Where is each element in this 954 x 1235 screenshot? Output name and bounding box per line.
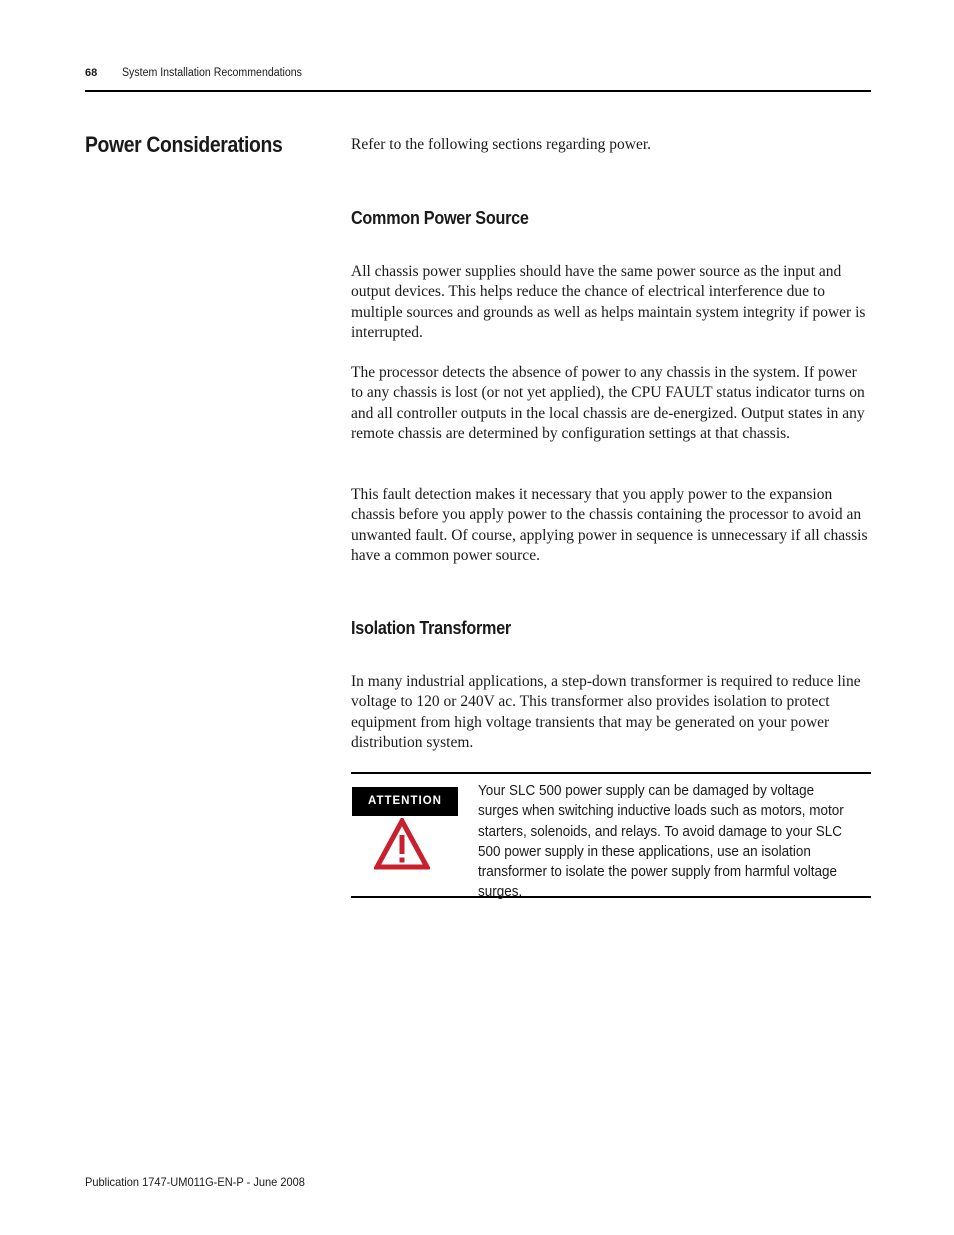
section-heading: Power Considerations [85, 132, 283, 157]
subheading-common-power-source: Common Power Source [351, 208, 529, 228]
page-number: 68 [85, 67, 98, 79]
paragraph [351, 672, 871, 753]
paragraph-text: This fault detection makes it necessary that you apply power to the expansion chassis before you apply power to the chassis containing the processor to avoid an unwanted fault. Of course, applying power in sequence is unnecessary if all chassis have a common power source. [351, 486, 868, 564]
paragraph [351, 363, 871, 444]
warning-triangle-icon [374, 818, 430, 870]
paragraph [351, 262, 871, 343]
subheading-isolation-transformer: Isolation Transformer [351, 618, 511, 638]
page-footer: Publication 1747-UM011G-EN-P - June 2008 [85, 1175, 305, 1189]
page-header [85, 66, 871, 92]
running-section-title: System Installation Recommendations [122, 67, 302, 79]
attention-text: Your SLC 500 power supply can be damaged by voltage surges when switching inductive loads such as motors, motor starters, solenoids, and relays. To avoid damage to your SLC 500 power supply in these applications, use an isolation transformer to isolate the power supply from harmful voltage surges. [478, 783, 844, 901]
paragraph-text: The processor detects the absence of power to any chassis in the system. If power to any chassis is lost (or not yet applied), the CPU FAULT status indicator turns on and all controller outputs in the local chassis are de-energized. Output states in any remote chassis are determined by configuration settings at that chassis. [351, 364, 865, 442]
paragraph [351, 485, 871, 566]
attention-box [351, 772, 871, 901]
paragraph-text: In many industrial applications, a step-down transformer is required to reduce line voltage to 120 or 240V ac. This transformer also provides isolation to protect equipment from high voltage transients that may be generated on your power distribution system. [351, 673, 861, 751]
attention-label: ATTENTION [352, 787, 458, 816]
intro-text: Refer to the following sections regarding power. [351, 136, 652, 153]
paragraph-text: All chassis power supplies should have the same power source as the input and output devices. This helps reduce the chance of electrical interference due to multiple sources and grounds as well as helps maintain system integrity if power is interrupted. [351, 263, 866, 341]
